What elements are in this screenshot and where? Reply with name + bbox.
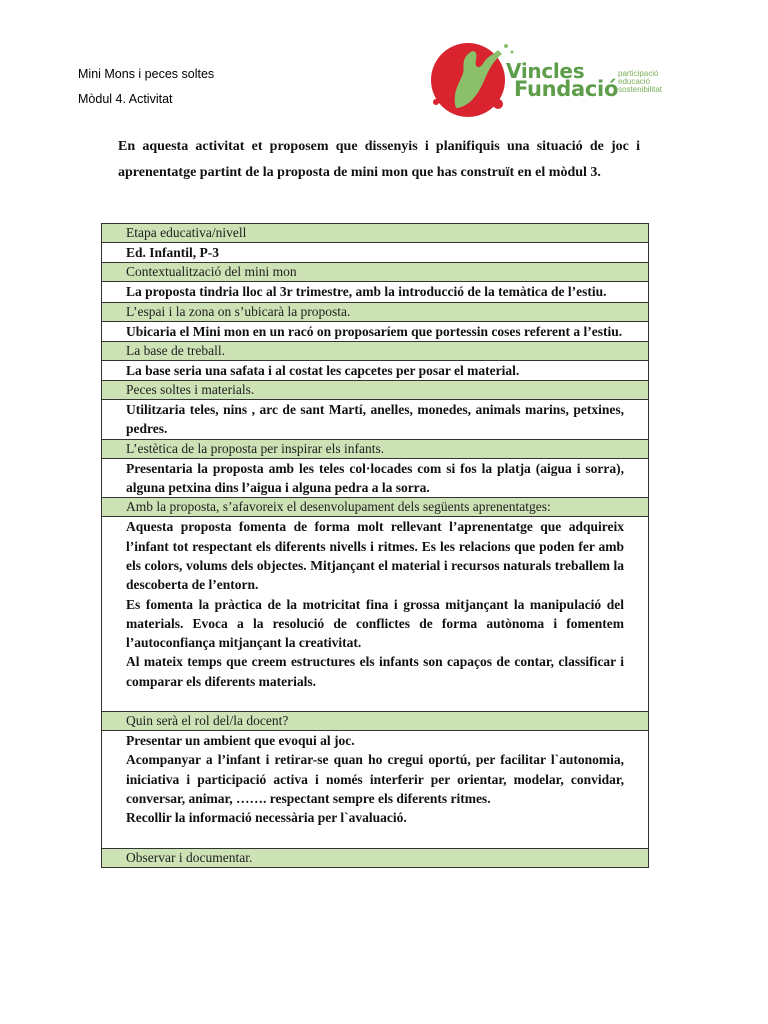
question-label: Contextualització del mini mon [102,263,649,282]
answer-cell [102,360,649,380]
question-row [102,263,649,282]
question-row [102,712,649,731]
answer-cell [102,517,649,712]
question-label: L’estètica de la proposta per inspirar els infants. [102,439,649,458]
activity-form-table [101,223,649,868]
vincles-fundacio-logo [428,40,663,120]
answer-row [102,731,649,848]
activity-intro: En aquesta activitat et proposem que dissenyis i planifiquis una situació de joc i aprenentatge partint de la proposta de mini mon que has construït en el mòdul 3. [118,139,640,180]
logo-word-vincles: Vincles [506,59,585,83]
answer-paragraph: Es fomenta la pràctica de la motricitat fina i grossa mitjançant la manipulació del materials. Evoca a la resolució de conflictes de forma autònoma i fomentem l’autoconfiança mitjançant la creativitat. [126,596,624,651]
question-label: Etapa educativa/nivell [102,224,649,243]
answer-paragraph: Recollir la informació necessària per l`avaluació. [126,810,407,826]
question-row [102,439,649,458]
logo-emblem-icon [428,40,518,120]
answer-row [102,517,649,712]
question-label: Peces soltes i materials. [102,381,649,400]
question-row [102,498,649,517]
question-label: L’espai i la zona on s’ubicarà la proposta. [102,302,649,321]
question-row [102,341,649,360]
logo-tag-sostenibilitat: sostenibilitat [618,85,663,94]
question-label: Quin serà el rol del/la docent? [102,712,649,731]
answer-cell [102,458,649,498]
answer-row [102,458,649,498]
answer-cell [102,400,649,440]
course-title: Mini Mons i peces soltes [78,67,215,81]
question-row [102,224,649,243]
answer-paragraph: Utilitzaria teles, nins , arc de sant Martí, anelles, monedes, animals marins, petxines, pedres. [126,402,624,437]
answer-cell [102,731,649,848]
answer-cell [102,321,649,341]
logo-tag-participacio: participació [618,69,659,78]
answer-paragraph: La base seria una safata i al costat les capcetes per posar el material. [126,362,520,378]
answer-paragraph: Ed. Infantil, P-3 [126,245,220,260]
answer-cell [102,282,649,302]
question-row [102,302,649,321]
answer-paragraph: La proposta tindria lloc al 3r trimestre, amb la introducció de la temàtica de l’estiu. [126,284,607,300]
logo-tagline [618,70,662,94]
answer-row [102,360,649,380]
answer-row [102,282,649,302]
answer-row [102,243,649,263]
question-label: La base de treball. [102,341,649,360]
answer-paragraph: Presentar un ambient que evoqui al joc. [126,733,355,749]
answer-paragraph: Al mateix temps que creem estructures els infants son capaços de contar, classificar i comparar els diferents materials. [126,654,624,689]
document-header [78,62,214,112]
question-row [102,848,649,867]
answer-row [102,321,649,341]
question-label: Observar i documentar. [102,848,649,867]
logo-tag-educacio: educació [618,77,651,86]
answer-paragraph: Ubicaria el Mini mon en un racó on proposaríem que portessin coses referent a l’estiu. [126,323,623,339]
logo-wordmark [506,59,619,101]
answer-paragraph: Acompanyar a l’infant i retirar-se quan ho cregui oportú, per facilitar l`autonomia, iniciativa i participació activa i només interferir per orientar, modelar, convidar, conversar, animar, ……. respectant sempre els diferents ritmes. [126,752,624,806]
module-title: Mòdul 4. Activitat [78,92,173,106]
question-row [102,381,649,400]
answer-paragraph: Presentaria la proposta amb les teles col·locades com si fos la platja (aigua i sorra), alguna petxina dins l’aigua i alguna pedra a la sorra. [126,460,624,496]
answer-paragraph: Aquesta proposta fomenta de forma molt rellevant l’aprenentatge que adquireix l’infant tot respectant els diferents nivells i ritmes. Es les relacions que poden fer amb els colors, volums dels objectes. Mitjançant el material i recursos naturals treballem la descoberta de l’entorn. [126,519,624,593]
logo-word-fundacio: Fundació [514,77,619,101]
answer-cell [102,243,649,263]
question-label: Amb la proposta, s’afavoreix el desenvolupament dels següents aprenentatges: [102,498,649,517]
answer-row [102,400,649,440]
